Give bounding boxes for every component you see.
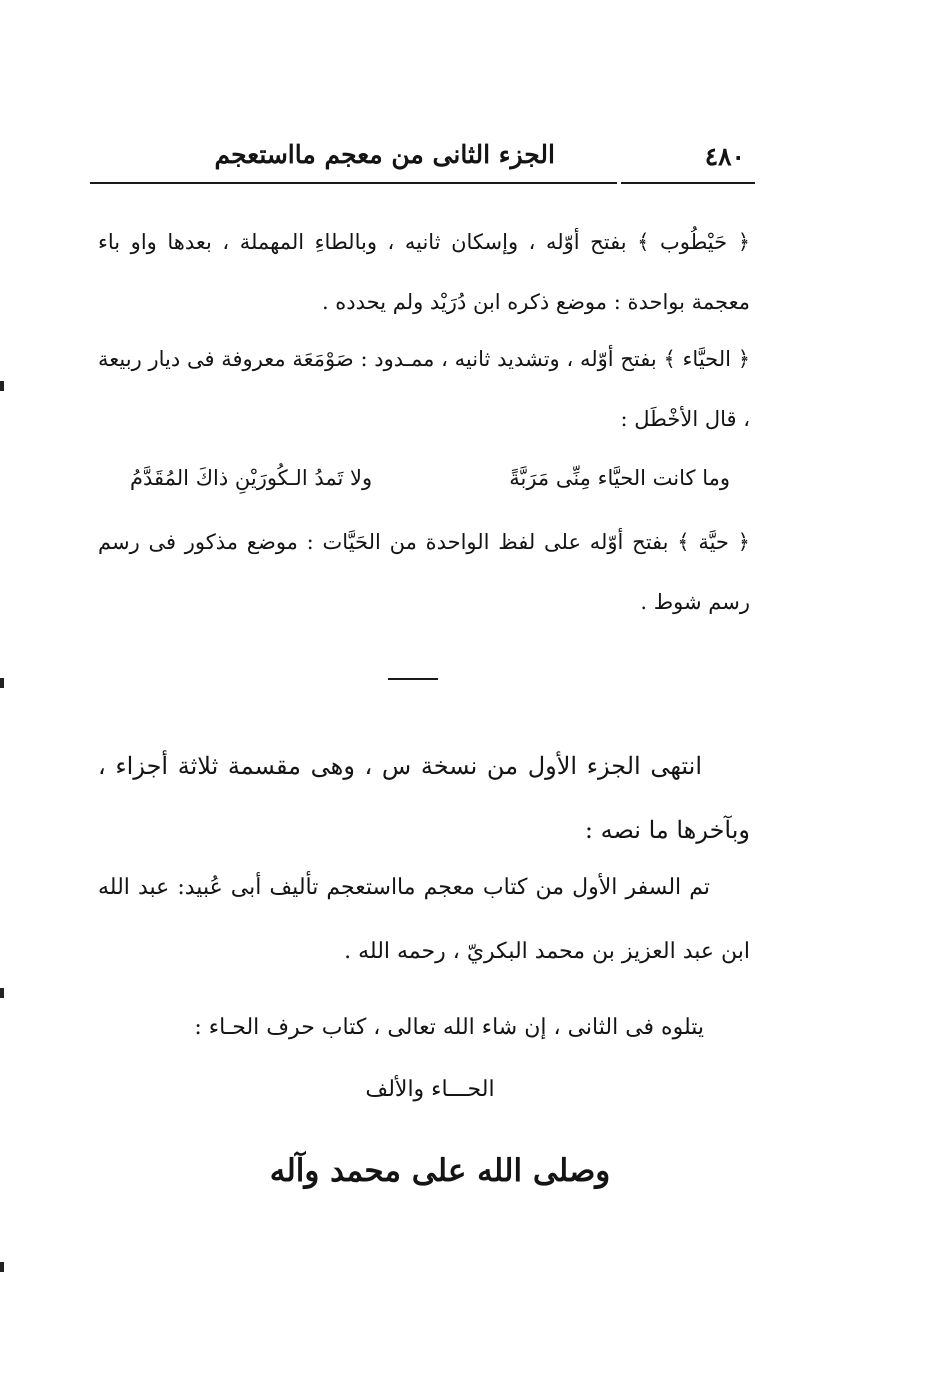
- margin-mark: [0, 678, 4, 688]
- verse-second-hemistich: ولا تَمدُ الـكُورَيْنِ ذاكَ المُقَدَّمُ: [130, 466, 373, 490]
- page-number: ٤٨٠: [704, 142, 745, 171]
- entry-al-hayya: ﴿ الحيَّاء ﴾ بفتح أوّله ، وتشديد ثانيه ، ممـدود : صَوْمَعَة معروفة فى ديار ربيعة ، قال الأخْطَل :: [98, 347, 750, 431]
- entry-haytub: ﴿ حَيْطُوب ﴾ بفتح أوّله ، وإسكان ثانيه ، وبالطاءِ المهملة ، بعدها واو باء معجمة بواحدة : موضع ذكره ابن دُرَيْد ولم يحدده .: [98, 230, 750, 314]
- closing-blessing: وصلى الله على محمد وآله: [269, 1153, 611, 1189]
- colophon-intro: انتهى الجزء الأول من نسخة س ، وهى مقسمة ثلاثة أجزاء ، وبآخرها ما نصه :: [98, 752, 750, 844]
- page-header: [90, 138, 755, 182]
- next-chapter-heading: الحـــاء والألف: [365, 1077, 495, 1102]
- poetry-verse: [130, 448, 730, 508]
- entry-hayya: ﴿ حيَّة ﴾ بفتح أوّله على لفظ الواحدة من الحَيَّات : موضع مذكور فى رسم رسم شوط .: [98, 530, 750, 614]
- colophon-quote: تم السفر الأول من كتاب معجم مااستعجم تأليف أبى عُبيد: عبد الله ابن عبد العزيز بن محمد البكريّ ، رحمه الله .: [98, 875, 750, 964]
- section-separator: [388, 678, 438, 680]
- margin-mark: [0, 1262, 4, 1272]
- margin-mark: [0, 381, 4, 391]
- running-title: الجزء الثانى من معجم مااستعجم: [214, 140, 555, 169]
- header-rule: [90, 182, 755, 184]
- margin-mark: [0, 988, 4, 998]
- next-part-note: يتلوه فى الثانى ، إن شاء الله تعالى ، كتاب حرف الحـاء :: [194, 1015, 704, 1040]
- verse-first-hemistich: وما كانت الحيَّاء مِنِّى مَرَبَّةً: [509, 466, 730, 490]
